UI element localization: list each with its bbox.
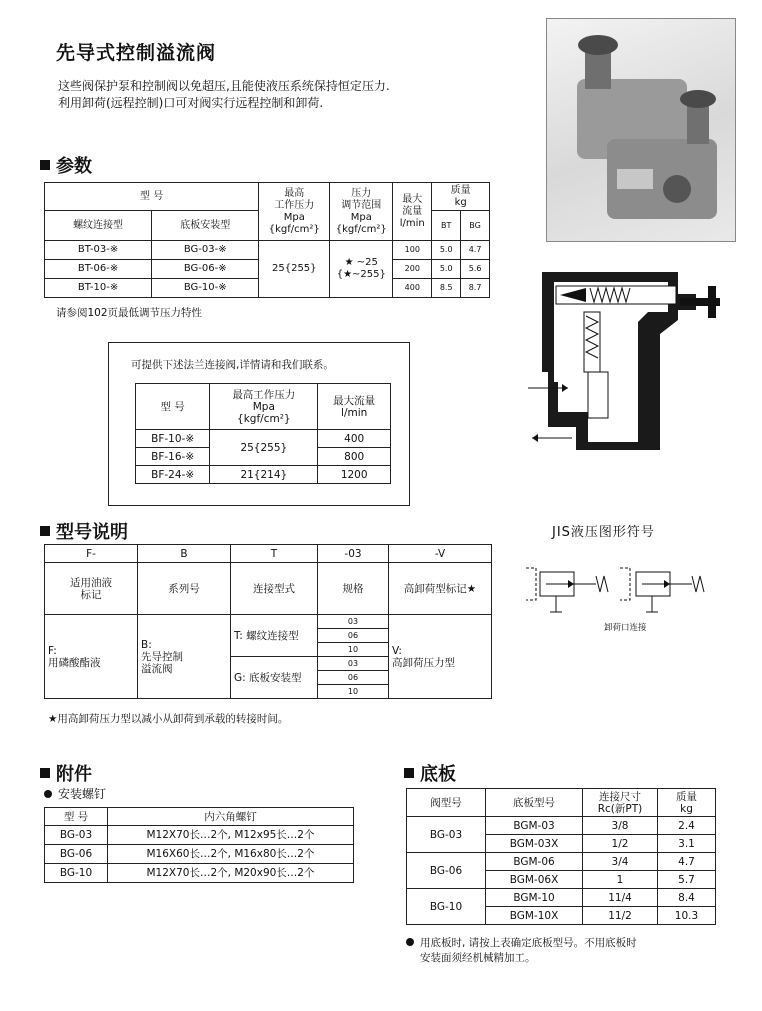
accessory-sub <box>44 785 106 802</box>
code-series: B <box>138 545 231 563</box>
table-cell: 21{214} <box>210 466 318 484</box>
table-cell: 400 <box>318 430 391 448</box>
square-bullet-icon <box>40 768 50 778</box>
model-code-heading <box>40 518 128 544</box>
table-cell: BG-03-※ <box>152 241 259 260</box>
intro-text <box>58 78 390 112</box>
intro-line-2: 利用卸荷(远程控制)口可对阀实行远程控制和卸荷. <box>58 96 324 110</box>
table-cell: 8.7 <box>461 279 490 298</box>
table-cell: 10.3 <box>658 907 716 925</box>
page-title: 先导式控制溢流阀 <box>56 42 217 64</box>
table-cell: BG-06-※ <box>152 260 259 279</box>
base-note-line-1: 用底板时, 请按上表确定底板型号。不用底板时 <box>420 937 637 949</box>
flange-col-flow: 最大流量 l/min <box>318 384 391 430</box>
table-cell: BGM-03X <box>486 835 583 853</box>
flange-col-pressure: 最高工作压力 Mpa {kgf/cm²} <box>210 384 318 430</box>
square-bullet-icon <box>40 526 50 536</box>
accessory-table <box>44 807 354 883</box>
params-col-range: 压力 调节范围 Mpa {kgf/cm²} <box>330 183 393 241</box>
jis-unload-label: 卸荷口连接 <box>604 623 647 633</box>
table-cell: BG-03 <box>407 817 486 853</box>
base-heading <box>404 760 456 786</box>
square-bullet-icon <box>40 160 50 170</box>
base-note <box>406 936 637 966</box>
table-cell: BGM-06 <box>486 853 583 871</box>
code-fluid: F- <box>45 545 138 563</box>
table-cell: 800 <box>318 448 391 466</box>
high-desc: V: 高卸荷压力型 <box>389 615 492 699</box>
bullet-dot-icon <box>406 938 414 946</box>
base-col-size: 连接尺寸 Rc(新PT) <box>583 789 658 817</box>
table-cell: 03 <box>318 657 389 671</box>
table-cell: 5.0 <box>432 260 461 279</box>
table-cell: M12X70长…2个, M20x90长…2个 <box>108 864 354 883</box>
accessory-col-screw: 内六角螺钉 <box>108 808 354 826</box>
base-note-line-2: 安装面须经机械精加工。 <box>420 952 536 964</box>
label-series: 系列号 <box>138 563 231 615</box>
base-col-mass: 质量 kg <box>658 789 716 817</box>
table-cell: BG-06 <box>407 853 486 889</box>
label-fluid: 适用油液 标记 <box>45 563 138 615</box>
table-cell: 5.0 <box>432 241 461 260</box>
table-cell: BG-03 <box>45 826 108 845</box>
accessory-sub-text: 安装螺钉 <box>58 787 107 801</box>
series-desc: B: 先导控制 溢流阀 <box>138 615 231 699</box>
table-cell: 4.7 <box>461 241 490 260</box>
table-cell: 8.5 <box>432 279 461 298</box>
params-col-bg: BG <box>461 211 490 241</box>
valve-photo-illustration <box>547 19 735 241</box>
table-cell: 3/4 <box>583 853 658 871</box>
params-col-flow: 最大 流量 l/min <box>393 183 432 241</box>
accessory-col-model: 型 号 <box>45 808 108 826</box>
table-cell: 1/2 <box>583 835 658 853</box>
square-bullet-icon <box>404 768 414 778</box>
table-cell: 10 <box>318 685 389 699</box>
params-heading <box>40 152 92 178</box>
table-cell: BF-10-※ <box>136 430 210 448</box>
params-col-bt: BT <box>432 211 461 241</box>
label-high: 高卸荷型标记★ <box>389 563 492 615</box>
code-connection: T <box>231 545 318 563</box>
table-cell: 3.1 <box>658 835 716 853</box>
table-cell: 2.4 <box>658 817 716 835</box>
table-cell: BG-06 <box>45 845 108 864</box>
jis-title: JIS液压图形符号 <box>552 525 655 540</box>
base-col-valve: 阀型号 <box>407 789 486 817</box>
params-table <box>44 182 490 298</box>
table-cell: M12X70长…2个, M12x95长…2个 <box>108 826 354 845</box>
params-heading-text: 参数 <box>56 156 92 177</box>
thread-desc: T: 螺纹连接型 <box>231 615 318 657</box>
accessory-heading-text: 附件 <box>56 764 92 785</box>
table-cell: 5.6 <box>461 260 490 279</box>
params-col-mass: 质量 kg <box>432 183 490 211</box>
table-cell: 11/2 <box>583 907 658 925</box>
accessory-heading <box>40 760 92 786</box>
table-cell: BF-16-※ <box>136 448 210 466</box>
label-size: 规格 <box>318 563 389 615</box>
table-cell: BGM-10X <box>486 907 583 925</box>
base-heading-text: 底板 <box>420 764 456 785</box>
table-cell: 06 <box>318 671 389 685</box>
table-cell: 06 <box>318 629 389 643</box>
table-cell: 5.7 <box>658 871 716 889</box>
table-cell: 4.7 <box>658 853 716 871</box>
table-cell: BT-03-※ <box>45 241 152 260</box>
model-code-heading-text: 型号说明 <box>56 522 128 543</box>
table-cell: 10 <box>318 643 389 657</box>
flange-box <box>108 342 410 506</box>
flange-intro: 可提供下述法兰连接阀,详情请和我们联系。 <box>131 359 334 371</box>
table-cell: 1200 <box>318 466 391 484</box>
bullet-dot-icon <box>44 790 52 798</box>
params-note: 请参阅102页最低调节压力特性 <box>56 307 203 319</box>
flange-table <box>135 383 391 484</box>
model-code-note: ★用高卸荷压力型以减小从卸荷到承载的转接时间。 <box>48 713 289 725</box>
table-cell: M16X60长…2个, M16x80长…2个 <box>108 845 354 864</box>
table-cell: BG-10-※ <box>152 279 259 298</box>
intro-line-1: 这些阀保护泵和控制阀以免超压,且能使液压系统保持恒定压力. <box>58 79 390 93</box>
base-table <box>406 788 716 925</box>
plate-desc: G: 底板安装型 <box>231 657 318 699</box>
table-cell: 400 <box>393 279 432 298</box>
params-col-pressure: 最高 工作压力 Mpa {kgf/cm²} <box>259 183 330 241</box>
table-cell: BT-10-※ <box>45 279 152 298</box>
label-connection: 连接型式 <box>231 563 318 615</box>
flange-col-model: 型 号 <box>136 384 210 430</box>
table-cell: BF-24-※ <box>136 466 210 484</box>
table-cell: BG-10 <box>407 889 486 925</box>
table-cell: 100 <box>393 241 432 260</box>
code-high: -V <box>389 545 492 563</box>
table-cell: 03 <box>318 615 389 629</box>
table-cell: BT-06-※ <box>45 260 152 279</box>
table-cell: 1 <box>583 871 658 889</box>
base-col-plate: 底板型号 <box>486 789 583 817</box>
model-code-table <box>44 544 492 699</box>
table-cell: 11/4 <box>583 889 658 907</box>
params-col-plate: 底板安装型 <box>152 211 259 241</box>
params-pressure-value: 25{255} <box>259 241 330 298</box>
product-photo <box>546 18 736 242</box>
table-cell: 3/8 <box>583 817 658 835</box>
params-range-value: ★ ~25 {★~255} <box>330 241 393 298</box>
table-cell: BGM-10 <box>486 889 583 907</box>
table-cell: BG-10 <box>45 864 108 883</box>
table-cell: 200 <box>393 260 432 279</box>
table-cell: BGM-06X <box>486 871 583 889</box>
valve-cross-section-diagram <box>528 262 728 462</box>
fluid-desc: F: 用磷酸酯液 <box>45 615 138 699</box>
table-cell: BGM-03 <box>486 817 583 835</box>
params-col-thread: 螺纹连接型 <box>45 211 152 241</box>
table-cell: 25{255} <box>210 430 318 466</box>
params-col-model: 型 号 <box>45 183 259 211</box>
jis-symbol-diagram <box>516 552 728 618</box>
table-cell: 8.4 <box>658 889 716 907</box>
code-size: -03 <box>318 545 389 563</box>
